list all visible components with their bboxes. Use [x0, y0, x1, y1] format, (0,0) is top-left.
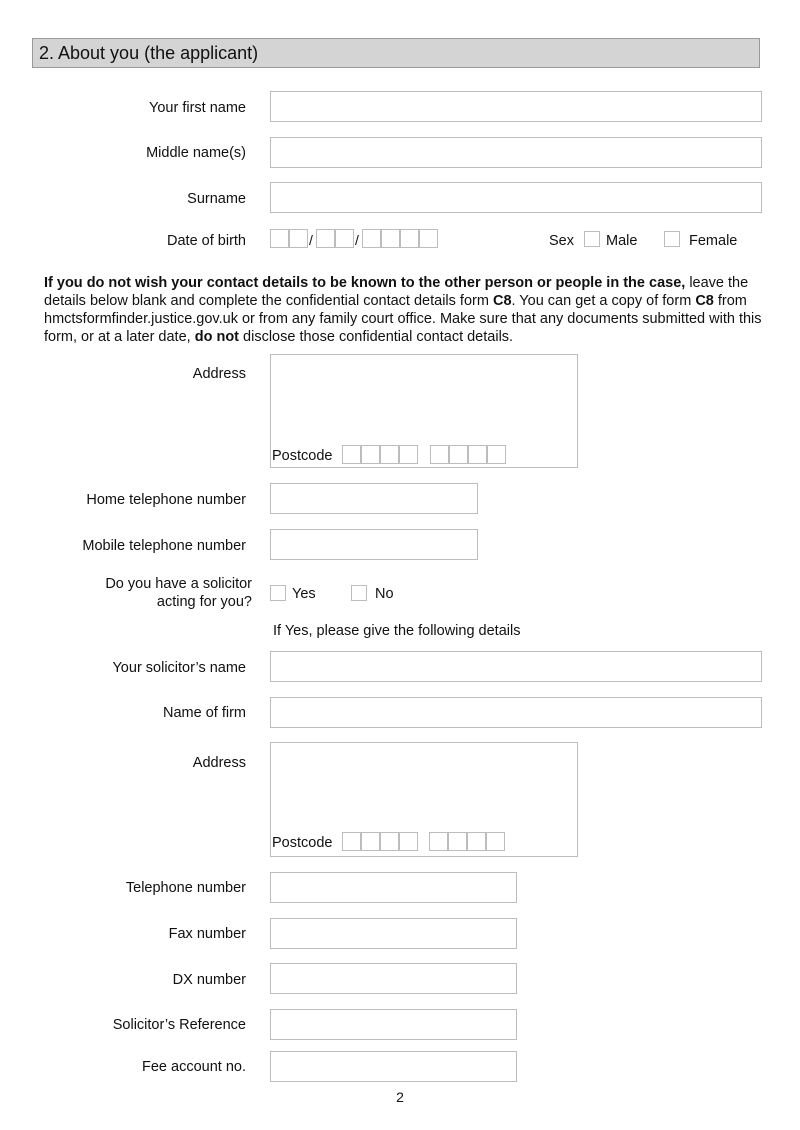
- fax-number-field[interactable]: [270, 918, 517, 949]
- dob-separator: /: [355, 232, 359, 248]
- postcode-digit[interactable]: [361, 445, 380, 464]
- solicitor-postcode-digit[interactable]: [399, 832, 418, 851]
- fee-account-field[interactable]: [270, 1051, 517, 1082]
- solicitor-address-label: Address: [192, 755, 246, 771]
- postcode-digit[interactable]: [468, 445, 487, 464]
- solicitor-postcode-digit[interactable]: [429, 832, 448, 851]
- solicitor-postcode-digit[interactable]: [467, 832, 486, 851]
- notice-text: leave the details below blank and complete the confidential contact details form: [44, 275, 749, 309]
- mobile-telephone-label: Mobile telephone number: [82, 538, 246, 554]
- dob-label: Date of birth: [167, 233, 246, 249]
- firm-name-field[interactable]: [270, 697, 762, 728]
- postcode-label: Postcode: [272, 448, 333, 464]
- male-checkbox[interactable]: [584, 231, 600, 247]
- notice-bold-lead: If you do not wish your contact details to be known to the other person or people in the case,: [44, 275, 686, 291]
- female-checkbox[interactable]: [664, 231, 680, 247]
- if-yes-instruction: If Yes, please give the following details: [273, 623, 521, 639]
- home-telephone-field[interactable]: [270, 483, 478, 514]
- solicitor-postcode-label: Postcode: [272, 835, 333, 851]
- surname-label: Surname: [187, 191, 246, 207]
- female-label: Female: [689, 233, 738, 249]
- notice-form-code: C8: [492, 293, 512, 309]
- notice-do-not: do not: [194, 329, 240, 345]
- solicitor-question-line2: acting for you?: [156, 594, 252, 610]
- firm-name-label: Name of firm: [163, 705, 246, 721]
- postcode-digit[interactable]: [342, 445, 361, 464]
- dob-year-digit[interactable]: [362, 229, 381, 248]
- fee-account-label: Fee account no.: [142, 1059, 246, 1075]
- solicitor-yes-label: Yes: [292, 586, 316, 602]
- dob-month-digit[interactable]: [316, 229, 335, 248]
- dob-day-digit[interactable]: [289, 229, 308, 248]
- solicitor-yes-checkbox[interactable]: [270, 585, 286, 601]
- dob-year-digit[interactable]: [381, 229, 400, 248]
- sex-label: Sex: [549, 233, 574, 249]
- solicitor-telephone-field[interactable]: [270, 872, 517, 903]
- notice-text: disclose those confidential contact details.: [239, 329, 514, 345]
- address-label: Address: [192, 366, 246, 382]
- postcode-digit[interactable]: [487, 445, 506, 464]
- postcode-digit[interactable]: [380, 445, 399, 464]
- postcode-digit[interactable]: [449, 445, 468, 464]
- solicitor-no-checkbox[interactable]: [351, 585, 367, 601]
- postcode-digit[interactable]: [399, 445, 418, 464]
- solicitor-postcode-digit[interactable]: [486, 832, 505, 851]
- solicitor-no-label: No: [375, 586, 394, 602]
- postcode-digit[interactable]: [430, 445, 449, 464]
- notice-text: . You can get a copy of form: [511, 293, 696, 309]
- dx-number-field[interactable]: [270, 963, 517, 994]
- solicitor-name-field[interactable]: [270, 651, 762, 682]
- notice-text: from hmctsformfinder.justice.gov.uk or from any family court office. Make sure that any documents submitted with this form, or at a later date,: [44, 293, 762, 345]
- surname-field[interactable]: [270, 182, 762, 213]
- dob-month-digit[interactable]: [335, 229, 354, 248]
- solicitor-reference-label: Solicitor’s Reference: [112, 1017, 246, 1033]
- solicitor-reference-field[interactable]: [270, 1009, 517, 1040]
- solicitor-name-label: Your solicitor’s name: [112, 660, 246, 676]
- middle-name-label: Middle name(s): [146, 145, 246, 161]
- notice-form-code: C8: [695, 293, 714, 309]
- dob-year-digit[interactable]: [400, 229, 419, 248]
- dx-number-label: DX number: [172, 972, 246, 988]
- mobile-telephone-field[interactable]: [270, 529, 478, 560]
- solicitor-postcode-digit[interactable]: [342, 832, 361, 851]
- male-label: Male: [606, 233, 638, 249]
- solicitor-postcode-digit[interactable]: [448, 832, 467, 851]
- dob-day-digit[interactable]: [270, 229, 289, 248]
- first-name-field[interactable]: [270, 91, 762, 122]
- solicitor-question-line1: Do you have a solicitor: [105, 576, 252, 592]
- solicitor-postcode-digit[interactable]: [361, 832, 380, 851]
- page-number: 2: [396, 1089, 404, 1105]
- fax-number-label: Fax number: [168, 926, 246, 942]
- solicitor-telephone-label: Telephone number: [125, 880, 246, 896]
- home-telephone-label: Home telephone number: [86, 492, 246, 508]
- first-name-label: Your first name: [149, 100, 246, 116]
- confidentiality-notice: [44, 274, 764, 346]
- section-header: 2. About you (the applicant): [32, 38, 760, 68]
- solicitor-postcode-digit[interactable]: [380, 832, 399, 851]
- middle-name-field[interactable]: [270, 137, 762, 168]
- dob-year-digit[interactable]: [419, 229, 438, 248]
- dob-separator: /: [309, 232, 313, 248]
